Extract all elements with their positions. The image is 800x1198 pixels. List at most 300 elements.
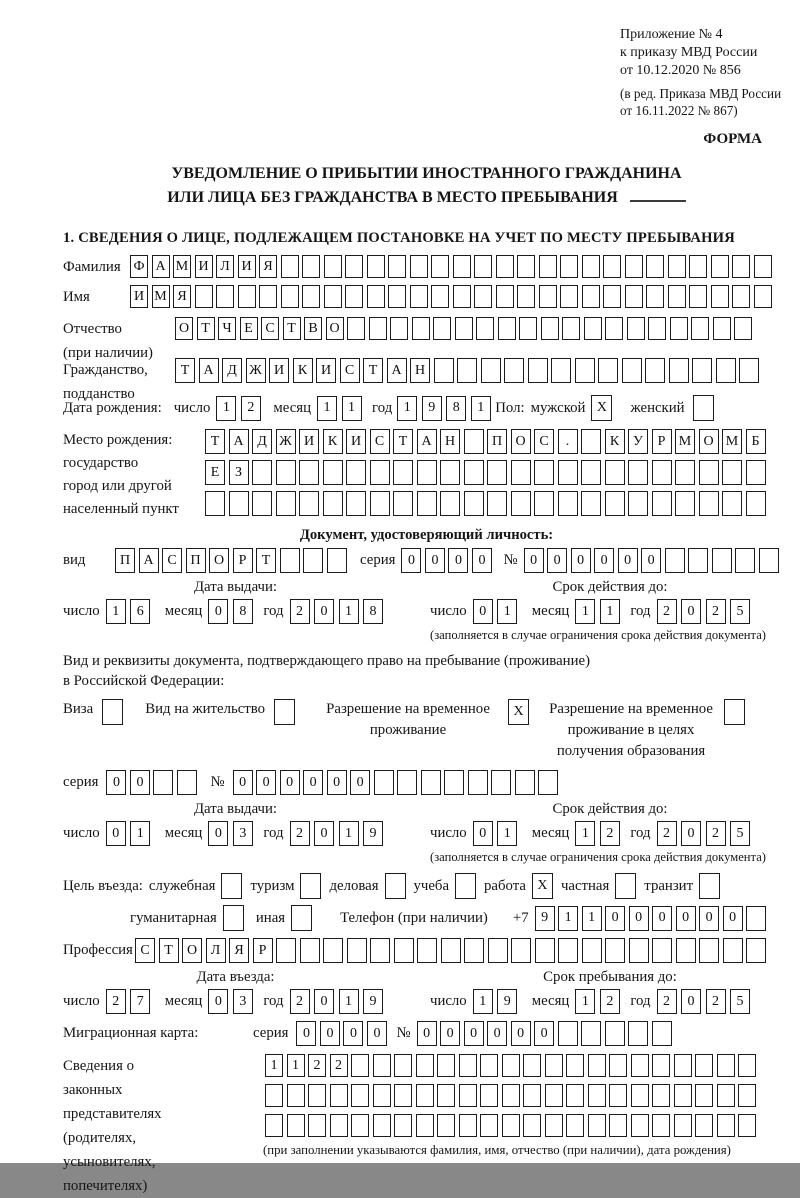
char-box[interactable]: Л bbox=[206, 938, 226, 963]
char-box[interactable] bbox=[723, 938, 743, 963]
char-box[interactable] bbox=[390, 317, 408, 340]
char-box[interactable]: 0 bbox=[681, 989, 701, 1014]
char-box[interactable]: 0 bbox=[296, 1021, 316, 1046]
char-box[interactable]: 2 bbox=[290, 599, 310, 624]
char-box[interactable] bbox=[303, 548, 323, 573]
char-box[interactable]: 2 bbox=[290, 989, 310, 1014]
char-box[interactable] bbox=[628, 491, 648, 516]
char-box[interactable] bbox=[511, 491, 531, 516]
char-box[interactable] bbox=[488, 938, 508, 963]
char-box[interactable] bbox=[299, 491, 319, 516]
char-box[interactable] bbox=[582, 255, 600, 278]
char-box[interactable] bbox=[689, 255, 707, 278]
char-box[interactable] bbox=[754, 255, 772, 278]
char-box[interactable] bbox=[388, 285, 406, 308]
char-box[interactable] bbox=[480, 1054, 498, 1077]
char-box[interactable]: 0 bbox=[681, 599, 701, 624]
char-box[interactable] bbox=[323, 460, 343, 485]
char-box[interactable] bbox=[582, 938, 602, 963]
char-box[interactable] bbox=[754, 285, 772, 308]
char-box[interactable] bbox=[302, 285, 320, 308]
char-box[interactable] bbox=[437, 1084, 455, 1107]
char-box[interactable]: . bbox=[558, 429, 578, 454]
char-box[interactable] bbox=[437, 1054, 455, 1077]
char-box[interactable]: Т bbox=[393, 429, 413, 454]
char-box[interactable] bbox=[464, 491, 484, 516]
purpose-work-checkbox[interactable]: X bbox=[532, 873, 553, 899]
char-box[interactable] bbox=[695, 1084, 713, 1107]
char-box[interactable] bbox=[440, 460, 460, 485]
char-box[interactable]: Б bbox=[746, 429, 766, 454]
char-box[interactable] bbox=[588, 1054, 606, 1077]
char-box[interactable] bbox=[252, 491, 272, 516]
purpose-private-checkbox[interactable] bbox=[615, 873, 636, 899]
char-box[interactable]: 1 bbox=[600, 599, 620, 624]
char-box[interactable]: 0 bbox=[681, 821, 701, 846]
char-box[interactable]: 6 bbox=[130, 599, 150, 624]
char-box[interactable]: 0 bbox=[425, 548, 445, 573]
char-box[interactable] bbox=[535, 938, 555, 963]
char-box[interactable] bbox=[393, 491, 413, 516]
char-box[interactable]: 1 bbox=[575, 821, 595, 846]
char-box[interactable]: В bbox=[304, 317, 322, 340]
char-box[interactable]: Т bbox=[197, 317, 215, 340]
char-box[interactable]: 0 bbox=[327, 770, 347, 795]
char-box[interactable]: М bbox=[722, 429, 742, 454]
char-box[interactable]: Р bbox=[233, 548, 253, 573]
char-box[interactable] bbox=[722, 491, 742, 516]
char-box[interactable]: 8 bbox=[233, 599, 253, 624]
char-box[interactable] bbox=[713, 317, 731, 340]
char-box[interactable]: 0 bbox=[547, 548, 567, 573]
char-box[interactable]: 2 bbox=[706, 821, 726, 846]
char-box[interactable] bbox=[534, 491, 554, 516]
char-box[interactable]: 2 bbox=[657, 989, 677, 1014]
char-box[interactable] bbox=[605, 317, 623, 340]
char-box[interactable] bbox=[496, 255, 514, 278]
char-box[interactable] bbox=[668, 255, 686, 278]
char-box[interactable] bbox=[735, 548, 755, 573]
char-box[interactable] bbox=[628, 460, 648, 485]
char-box[interactable] bbox=[511, 938, 531, 963]
char-box[interactable]: 9 bbox=[363, 821, 383, 846]
char-box[interactable] bbox=[330, 1084, 348, 1107]
char-box[interactable] bbox=[628, 1021, 648, 1046]
char-box[interactable] bbox=[560, 285, 578, 308]
char-box[interactable] bbox=[453, 255, 471, 278]
char-box[interactable] bbox=[625, 285, 643, 308]
char-box[interactable] bbox=[464, 460, 484, 485]
char-box[interactable]: С bbox=[370, 429, 390, 454]
char-box[interactable]: 9 bbox=[497, 989, 517, 1014]
char-box[interactable] bbox=[746, 491, 766, 516]
char-box[interactable]: 1 bbox=[339, 821, 359, 846]
char-box[interactable]: С bbox=[340, 358, 360, 383]
char-box[interactable] bbox=[252, 460, 272, 485]
char-box[interactable]: Н bbox=[440, 429, 460, 454]
char-box[interactable] bbox=[652, 491, 672, 516]
char-box[interactable] bbox=[699, 460, 719, 485]
char-box[interactable]: А bbox=[199, 358, 219, 383]
char-box[interactable] bbox=[603, 285, 621, 308]
char-box[interactable] bbox=[324, 285, 342, 308]
char-box[interactable] bbox=[276, 460, 296, 485]
char-box[interactable] bbox=[584, 317, 602, 340]
char-box[interactable] bbox=[581, 1021, 601, 1046]
char-box[interactable]: Е bbox=[205, 460, 225, 485]
char-box[interactable]: 0 bbox=[343, 1021, 363, 1046]
char-box[interactable]: 5 bbox=[730, 989, 750, 1014]
char-box[interactable]: Т bbox=[159, 938, 179, 963]
char-box[interactable]: П bbox=[115, 548, 135, 573]
char-box[interactable] bbox=[738, 1114, 756, 1137]
char-box[interactable] bbox=[351, 1114, 369, 1137]
char-box[interactable] bbox=[695, 1054, 713, 1077]
char-box[interactable] bbox=[511, 460, 531, 485]
char-box[interactable] bbox=[652, 938, 672, 963]
char-box[interactable]: Ж bbox=[276, 429, 296, 454]
char-box[interactable] bbox=[205, 491, 225, 516]
char-box[interactable] bbox=[229, 491, 249, 516]
char-box[interactable]: 9 bbox=[363, 989, 383, 1014]
char-box[interactable] bbox=[487, 491, 507, 516]
char-box[interactable]: И bbox=[195, 255, 213, 278]
char-box[interactable] bbox=[345, 255, 363, 278]
char-box[interactable] bbox=[444, 770, 464, 795]
char-box[interactable]: А bbox=[387, 358, 407, 383]
char-box[interactable]: Т bbox=[363, 358, 383, 383]
char-box[interactable] bbox=[746, 906, 766, 931]
char-box[interactable] bbox=[496, 285, 514, 308]
char-box[interactable]: К bbox=[323, 429, 343, 454]
char-box[interactable]: 0 bbox=[448, 548, 468, 573]
char-box[interactable] bbox=[393, 460, 413, 485]
char-box[interactable]: И bbox=[269, 358, 289, 383]
char-box[interactable]: 0 bbox=[314, 989, 334, 1014]
char-box[interactable] bbox=[457, 358, 477, 383]
char-box[interactable]: Я bbox=[229, 938, 249, 963]
char-box[interactable] bbox=[717, 1114, 735, 1137]
char-box[interactable]: Я bbox=[259, 255, 277, 278]
char-box[interactable] bbox=[474, 255, 492, 278]
char-box[interactable]: К bbox=[293, 358, 313, 383]
char-box[interactable] bbox=[276, 938, 296, 963]
char-box[interactable] bbox=[722, 460, 742, 485]
char-box[interactable]: 0 bbox=[208, 989, 228, 1014]
char-box[interactable] bbox=[287, 1114, 305, 1137]
char-box[interactable] bbox=[674, 1114, 692, 1137]
char-box[interactable]: 1 bbox=[397, 396, 417, 421]
char-box[interactable] bbox=[464, 429, 484, 454]
char-box[interactable] bbox=[581, 460, 601, 485]
char-box[interactable] bbox=[609, 1054, 627, 1077]
char-box[interactable]: 2 bbox=[308, 1054, 326, 1077]
char-box[interactable] bbox=[347, 317, 365, 340]
char-box[interactable]: З bbox=[229, 460, 249, 485]
char-box[interactable]: 0 bbox=[367, 1021, 387, 1046]
char-box[interactable] bbox=[441, 938, 461, 963]
char-box[interactable]: 0 bbox=[440, 1021, 460, 1046]
char-box[interactable] bbox=[440, 491, 460, 516]
char-box[interactable]: 1 bbox=[497, 599, 517, 624]
char-box[interactable] bbox=[517, 285, 535, 308]
char-box[interactable] bbox=[598, 358, 618, 383]
char-box[interactable] bbox=[373, 1114, 391, 1137]
char-box[interactable] bbox=[712, 548, 732, 573]
char-box[interactable] bbox=[711, 285, 729, 308]
char-box[interactable] bbox=[646, 285, 664, 308]
char-box[interactable]: С bbox=[261, 317, 279, 340]
char-box[interactable] bbox=[695, 1114, 713, 1137]
char-box[interactable]: А bbox=[229, 429, 249, 454]
char-box[interactable] bbox=[373, 1084, 391, 1107]
char-box[interactable] bbox=[668, 285, 686, 308]
char-box[interactable] bbox=[468, 770, 488, 795]
char-box[interactable]: 1 bbox=[216, 396, 236, 421]
char-box[interactable]: К bbox=[605, 429, 625, 454]
char-box[interactable]: Р bbox=[652, 429, 672, 454]
char-box[interactable]: 1 bbox=[558, 906, 578, 931]
char-box[interactable]: 0 bbox=[473, 599, 493, 624]
char-box[interactable]: Ч bbox=[218, 317, 236, 340]
char-box[interactable] bbox=[699, 491, 719, 516]
char-box[interactable] bbox=[688, 548, 708, 573]
char-box[interactable] bbox=[648, 317, 666, 340]
purpose-tourism-checkbox[interactable] bbox=[300, 873, 321, 899]
char-box[interactable] bbox=[562, 317, 580, 340]
char-box[interactable]: Е bbox=[240, 317, 258, 340]
char-box[interactable]: 1 bbox=[130, 821, 150, 846]
purpose-other-checkbox[interactable] bbox=[291, 905, 312, 931]
char-box[interactable] bbox=[675, 460, 695, 485]
char-box[interactable]: 1 bbox=[575, 599, 595, 624]
char-box[interactable] bbox=[431, 255, 449, 278]
char-box[interactable] bbox=[367, 255, 385, 278]
char-box[interactable] bbox=[732, 255, 750, 278]
purpose-study-checkbox[interactable] bbox=[455, 873, 476, 899]
char-box[interactable] bbox=[330, 1114, 348, 1137]
char-box[interactable]: П bbox=[186, 548, 206, 573]
char-box[interactable] bbox=[351, 1054, 369, 1077]
char-box[interactable] bbox=[394, 1054, 412, 1077]
char-box[interactable] bbox=[177, 770, 197, 795]
char-box[interactable]: 1 bbox=[106, 599, 126, 624]
char-box[interactable]: 0 bbox=[594, 548, 614, 573]
char-box[interactable] bbox=[487, 460, 507, 485]
char-box[interactable] bbox=[421, 770, 441, 795]
char-box[interactable] bbox=[265, 1084, 283, 1107]
char-box[interactable] bbox=[504, 358, 524, 383]
char-box[interactable] bbox=[481, 358, 501, 383]
char-box[interactable] bbox=[502, 1084, 520, 1107]
char-box[interactable] bbox=[323, 938, 343, 963]
char-box[interactable] bbox=[216, 285, 234, 308]
char-box[interactable]: 0 bbox=[723, 906, 743, 931]
char-box[interactable] bbox=[581, 491, 601, 516]
char-box[interactable]: 2 bbox=[600, 989, 620, 1014]
char-box[interactable]: Р bbox=[253, 938, 273, 963]
char-box[interactable]: О bbox=[182, 938, 202, 963]
char-box[interactable]: 1 bbox=[575, 989, 595, 1014]
char-box[interactable] bbox=[417, 460, 437, 485]
char-box[interactable]: 0 bbox=[208, 599, 228, 624]
char-box[interactable]: 0 bbox=[641, 548, 661, 573]
char-box[interactable] bbox=[717, 1084, 735, 1107]
char-box[interactable]: 0 bbox=[106, 770, 126, 795]
char-box[interactable] bbox=[627, 317, 645, 340]
char-box[interactable]: А bbox=[152, 255, 170, 278]
char-box[interactable] bbox=[652, 1054, 670, 1077]
char-box[interactable]: 0 bbox=[472, 548, 492, 573]
char-box[interactable] bbox=[631, 1054, 649, 1077]
char-box[interactable] bbox=[515, 770, 535, 795]
char-box[interactable] bbox=[534, 460, 554, 485]
char-box[interactable] bbox=[523, 1054, 541, 1077]
char-box[interactable]: 2 bbox=[106, 989, 126, 1014]
char-box[interactable] bbox=[669, 358, 689, 383]
char-box[interactable] bbox=[281, 285, 299, 308]
char-box[interactable] bbox=[528, 358, 548, 383]
char-box[interactable] bbox=[347, 938, 367, 963]
char-box[interactable] bbox=[351, 1084, 369, 1107]
char-box[interactable]: 1 bbox=[317, 396, 337, 421]
char-box[interactable]: 3 bbox=[233, 821, 253, 846]
char-box[interactable]: И bbox=[238, 255, 256, 278]
char-box[interactable] bbox=[300, 938, 320, 963]
char-box[interactable] bbox=[281, 255, 299, 278]
char-box[interactable]: 5 bbox=[730, 821, 750, 846]
char-box[interactable] bbox=[560, 255, 578, 278]
char-box[interactable]: 1 bbox=[582, 906, 602, 931]
char-box[interactable]: 0 bbox=[534, 1021, 554, 1046]
temp-residence-checkbox[interactable]: X bbox=[508, 699, 529, 725]
char-box[interactable]: 0 bbox=[417, 1021, 437, 1046]
purpose-official-checkbox[interactable] bbox=[221, 873, 242, 899]
char-box[interactable] bbox=[558, 491, 578, 516]
char-box[interactable]: У bbox=[628, 429, 648, 454]
char-box[interactable] bbox=[370, 491, 390, 516]
char-box[interactable]: 5 bbox=[730, 599, 750, 624]
char-box[interactable]: О bbox=[209, 548, 229, 573]
char-box[interactable]: 1 bbox=[287, 1054, 305, 1077]
char-box[interactable] bbox=[280, 548, 300, 573]
char-box[interactable] bbox=[575, 358, 595, 383]
char-box[interactable]: Я bbox=[173, 285, 191, 308]
char-box[interactable] bbox=[631, 1084, 649, 1107]
char-box[interactable] bbox=[692, 358, 712, 383]
char-box[interactable]: 0 bbox=[487, 1021, 507, 1046]
char-box[interactable]: 2 bbox=[706, 599, 726, 624]
char-box[interactable] bbox=[238, 285, 256, 308]
char-box[interactable] bbox=[394, 1114, 412, 1137]
char-box[interactable]: И bbox=[316, 358, 336, 383]
char-box[interactable] bbox=[346, 491, 366, 516]
char-box[interactable] bbox=[646, 255, 664, 278]
char-box[interactable]: 1 bbox=[497, 821, 517, 846]
char-box[interactable]: 2 bbox=[241, 396, 261, 421]
char-box[interactable]: Ф bbox=[130, 255, 148, 278]
char-box[interactable]: П bbox=[487, 429, 507, 454]
char-box[interactable]: 0 bbox=[401, 548, 421, 573]
char-box[interactable] bbox=[652, 460, 672, 485]
char-box[interactable] bbox=[324, 255, 342, 278]
char-box[interactable] bbox=[259, 285, 277, 308]
char-box[interactable] bbox=[523, 1084, 541, 1107]
char-box[interactable] bbox=[558, 1021, 578, 1046]
char-box[interactable] bbox=[732, 285, 750, 308]
char-box[interactable] bbox=[539, 255, 557, 278]
char-box[interactable] bbox=[609, 1114, 627, 1137]
char-box[interactable] bbox=[416, 1054, 434, 1077]
char-box[interactable]: 2 bbox=[330, 1054, 348, 1077]
char-box[interactable] bbox=[459, 1054, 477, 1077]
char-box[interactable]: 0 bbox=[605, 906, 625, 931]
char-box[interactable]: 0 bbox=[464, 1021, 484, 1046]
char-box[interactable] bbox=[437, 1114, 455, 1137]
visa-checkbox[interactable] bbox=[102, 699, 123, 725]
char-box[interactable]: 3 bbox=[233, 989, 253, 1014]
char-box[interactable]: 0 bbox=[130, 770, 150, 795]
char-box[interactable] bbox=[308, 1114, 326, 1137]
char-box[interactable]: 1 bbox=[339, 989, 359, 1014]
char-box[interactable] bbox=[276, 491, 296, 516]
char-box[interactable] bbox=[625, 255, 643, 278]
char-box[interactable]: 0 bbox=[303, 770, 323, 795]
char-box[interactable] bbox=[538, 770, 558, 795]
char-box[interactable]: С bbox=[135, 938, 155, 963]
char-box[interactable] bbox=[652, 1114, 670, 1137]
sex-male-checkbox[interactable]: X bbox=[591, 395, 612, 421]
char-box[interactable] bbox=[545, 1114, 563, 1137]
char-box[interactable] bbox=[746, 938, 766, 963]
purpose-transit-checkbox[interactable] bbox=[699, 873, 720, 899]
char-box[interactable] bbox=[689, 285, 707, 308]
char-box[interactable]: 0 bbox=[511, 1021, 531, 1046]
char-box[interactable] bbox=[674, 1084, 692, 1107]
char-box[interactable]: О bbox=[511, 429, 531, 454]
char-box[interactable]: Д bbox=[252, 429, 272, 454]
char-box[interactable] bbox=[302, 255, 320, 278]
char-box[interactable]: 0 bbox=[314, 821, 334, 846]
char-box[interactable]: 0 bbox=[676, 906, 696, 931]
char-box[interactable] bbox=[675, 491, 695, 516]
char-box[interactable] bbox=[476, 317, 494, 340]
char-box[interactable] bbox=[374, 770, 394, 795]
char-box[interactable] bbox=[459, 1114, 477, 1137]
char-box[interactable] bbox=[622, 358, 642, 383]
char-box[interactable]: 0 bbox=[350, 770, 370, 795]
char-box[interactable] bbox=[711, 255, 729, 278]
char-box[interactable]: М bbox=[675, 429, 695, 454]
char-box[interactable] bbox=[498, 317, 516, 340]
char-box[interactable] bbox=[299, 460, 319, 485]
char-box[interactable]: 0 bbox=[652, 906, 672, 931]
char-box[interactable] bbox=[699, 938, 719, 963]
char-box[interactable]: 0 bbox=[473, 821, 493, 846]
char-box[interactable] bbox=[431, 285, 449, 308]
char-box[interactable] bbox=[433, 317, 451, 340]
char-box[interactable] bbox=[631, 1114, 649, 1137]
char-box[interactable]: 7 bbox=[130, 989, 150, 1014]
char-box[interactable] bbox=[491, 770, 511, 795]
char-box[interactable] bbox=[323, 491, 343, 516]
char-box[interactable] bbox=[153, 770, 173, 795]
char-box[interactable] bbox=[517, 255, 535, 278]
char-box[interactable] bbox=[367, 285, 385, 308]
char-box[interactable] bbox=[417, 491, 437, 516]
char-box[interactable] bbox=[394, 938, 414, 963]
char-box[interactable]: 1 bbox=[342, 396, 362, 421]
